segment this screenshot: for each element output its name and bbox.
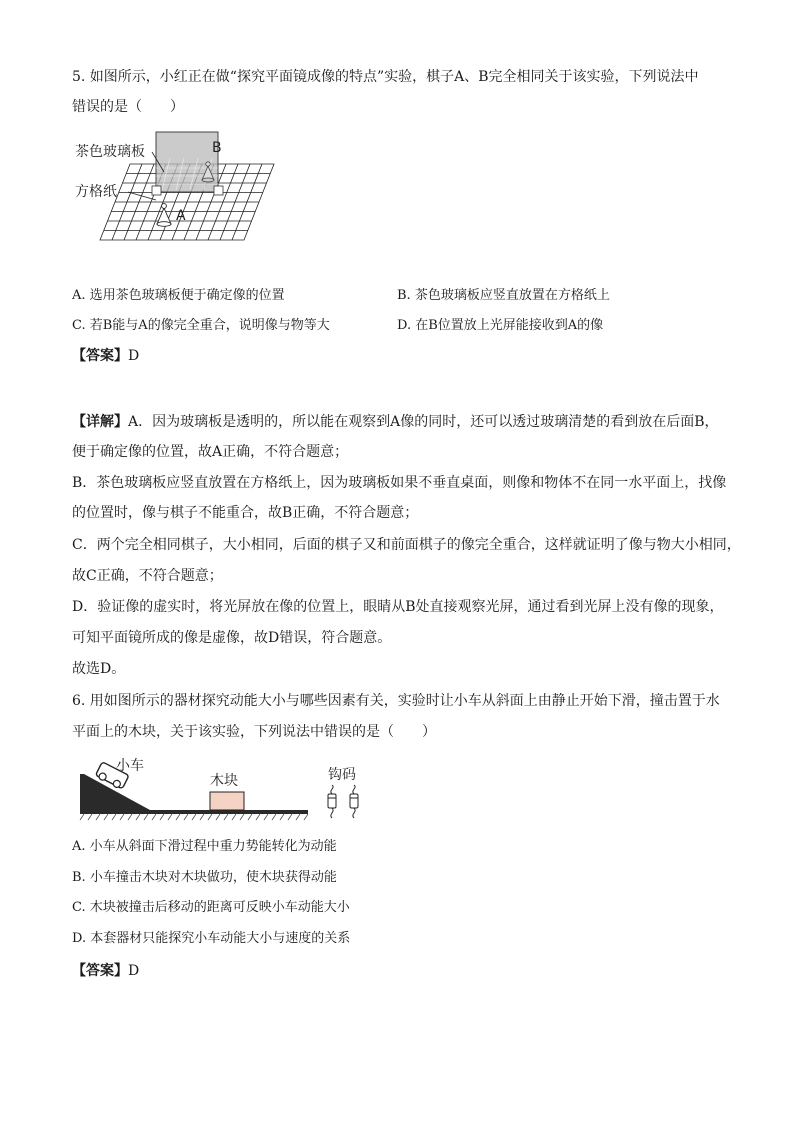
- q6-option-b: B. 小车撞击木块对木块做功，使木块获得动能: [72, 870, 337, 885]
- label-piece-b: B: [212, 140, 222, 156]
- q5-option-b: B. 茶色玻璃板应竖直放置在方格纸上: [397, 288, 610, 303]
- glass-stand-left: [152, 186, 161, 195]
- q5-detail-1a: [72, 412, 719, 432]
- q5-detail-3a: C．两个完全相同棋子，大小相同，后面的棋子又和前面棋子的像完全重合，这样就证明了像与物大小相同，: [72, 537, 741, 553]
- q5-answer-tag: 【答案】: [72, 348, 128, 364]
- q5-detail-4a: D．验证像的虚实时，将光屏放在像的位置上，眼睛从B处直接观察光屏，通过看到光屏上没有像的现象，: [72, 599, 724, 615]
- label-block: 木块: [210, 773, 238, 789]
- q6-option-c: C. 木块被撞击后移动的距离可反映小车动能大小: [72, 900, 350, 915]
- hook-weights: [328, 785, 358, 818]
- q5-detail-2a: B．茶色玻璃板应竖直放置在方格纸上，因为玻璃板如果不垂直桌面，则像和物体不在同一水平面上，找像: [72, 475, 727, 491]
- q6-stem-line2: 平面上的木块，关于该实验，下列说法中错误的是（ ）: [72, 724, 436, 740]
- q6-option-d: D. 本套器材只能探究小车动能大小与速度的关系: [72, 931, 351, 946]
- q5-option-c: C. 若B能与A的像完全重合，说明像与物等大: [72, 318, 330, 333]
- label-weights: 钩码: [328, 767, 356, 783]
- wooden-block: [210, 792, 244, 810]
- q5-detail-1b: 便于确定像的位置，故A正确，不符合题意；: [72, 444, 349, 460]
- q6-figure-kinetic-energy: [72, 752, 372, 822]
- q5-detail-4b: 可知平面镜所成的像是虚像，故D错误，符合题意。: [72, 630, 392, 646]
- q5-detail-tag: 【详解】: [72, 414, 128, 430]
- q5-stem-line2: 错误的是（ ）: [72, 99, 184, 115]
- label-grid-paper: 方格纸: [75, 184, 117, 200]
- label-cart: 小车: [116, 758, 144, 774]
- q6-stem-line1: 6. 用如图所示的器材探究动能大小与哪些因素有关，实验时让小车从斜面上由静止开始下滑，撞击置于水: [72, 693, 720, 709]
- chess-piece-a: [157, 204, 171, 227]
- q6-answer: [72, 961, 139, 981]
- q5-option-d: D. 在B位置放上光屏能接收到A的像: [397, 318, 604, 333]
- q6-answer-tag: 【答案】: [72, 963, 128, 979]
- q5-option-a: A. 选用茶色玻璃板便于确定像的位置: [72, 288, 285, 303]
- q5-conclusion: 故选D。: [72, 661, 126, 677]
- q6-answer-value: D: [128, 963, 140, 979]
- q5-detail-3b: 故C正确，不符合题意；: [72, 568, 223, 584]
- label-piece-a: A: [176, 208, 186, 224]
- ground-hatch: [80, 814, 308, 820]
- q5-answer: [72, 346, 139, 366]
- q5-figure-mirror-experiment: [72, 128, 282, 246]
- q6-option-a: A. 小车从斜面下滑过程中重力势能转化为动能: [72, 839, 337, 854]
- label-glass-plate: 茶色玻璃板: [75, 144, 145, 160]
- q5-detail-2b: 的位置时，像与棋子不能重合，故B正确，不符合题意；: [72, 505, 419, 521]
- q5-answer-value: D: [128, 348, 140, 364]
- q5-detail-1a-text: A．因为玻璃板是透明的，所以能在观察到A像的同时，还可以透过玻璃清楚的看到放在后面B，: [128, 414, 719, 430]
- glass-stand-right: [214, 186, 223, 195]
- q5-stem-line1: 5. 如图所示，小红正在做“探究平面镜成像的特点”实验，棋子A、B完全相同关于该实验，下列说法中: [72, 69, 699, 85]
